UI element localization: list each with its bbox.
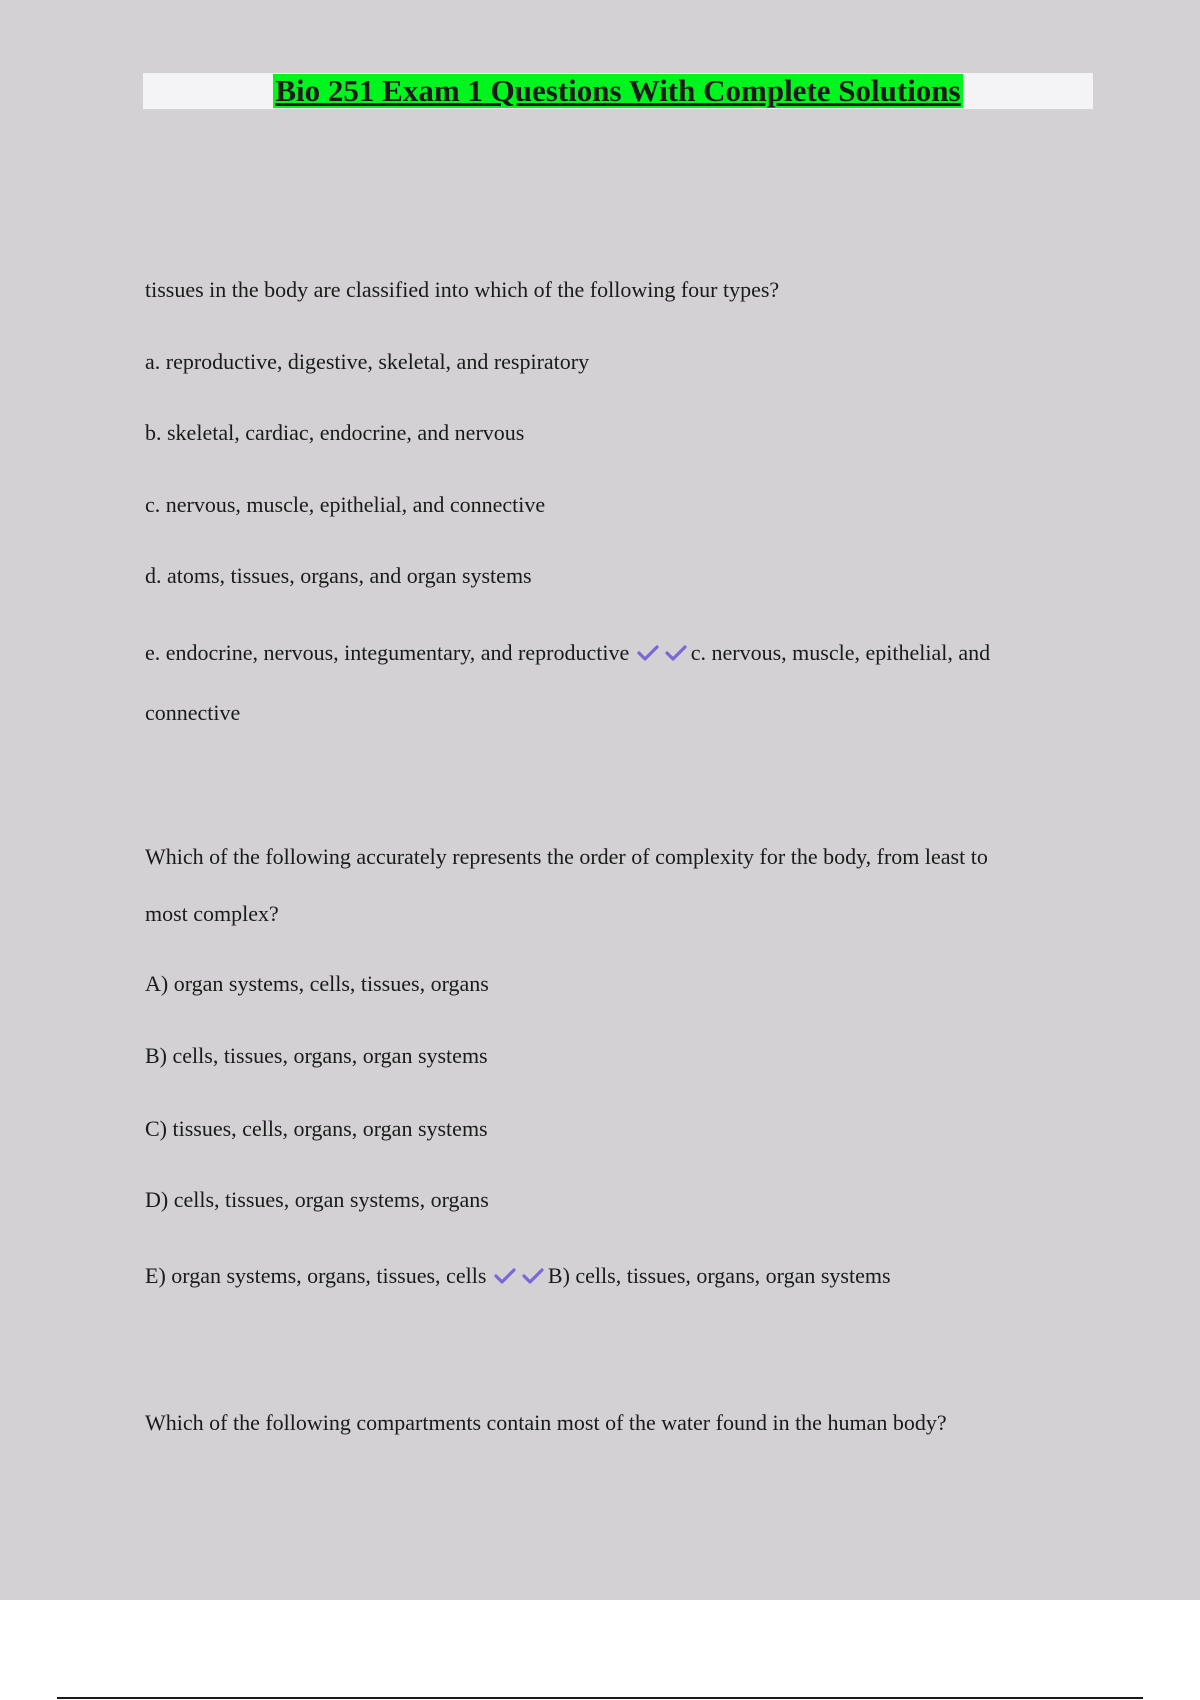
question-2-prompt: Which of the following accurately represents the order of complexity for the body, from least to bbox=[145, 844, 988, 869]
question-2-answer: B) cells, tissues, organs, organ systems bbox=[547, 1263, 891, 1288]
document-title: Bio 251 Exam 1 Questions With Complete Solutions bbox=[275, 73, 961, 108]
question-1-answer: c. nervous, muscle, epithelial, and bbox=[690, 640, 991, 665]
question-1-option-d: d. atoms, tissues, organs, and organ systems bbox=[145, 563, 532, 588]
question-1-option-e-row bbox=[145, 639, 990, 667]
question-3-prompt: Which of the following compartments contain most of the water found in the human body? bbox=[145, 1410, 947, 1435]
question-1-answer-continued: connective bbox=[145, 700, 241, 725]
question-2-option-e-row bbox=[145, 1262, 891, 1290]
check-icon bbox=[522, 1267, 544, 1285]
question-1-option-a: a. reproductive, digestive, skeletal, and respiratory bbox=[145, 349, 590, 374]
question-2-option-b: B) cells, tissues, organs, organ systems bbox=[145, 1043, 488, 1068]
question-2-option-e: E) organ systems, organs, tissues, cells bbox=[145, 1263, 487, 1288]
question-1-prompt: tissues in the body are classified into which of the following four types? bbox=[145, 277, 780, 302]
question-1-option-b: b. skeletal, cardiac, endocrine, and nervous bbox=[145, 420, 525, 445]
check-icon bbox=[494, 1267, 516, 1285]
title-bar bbox=[143, 73, 1093, 109]
question-2-option-d: D) cells, tissues, organ systems, organs bbox=[145, 1187, 489, 1212]
question-2-prompt-continued: most complex? bbox=[145, 901, 279, 926]
question-1-option-e: e. endocrine, nervous, integumentary, and reproductive bbox=[145, 640, 630, 665]
question-2-option-c: C) tissues, cells, organs, organ systems bbox=[145, 1116, 488, 1141]
footer-divider bbox=[57, 1697, 1143, 1699]
question-2-option-a: A) organ systems, cells, tissues, organs bbox=[145, 971, 489, 996]
check-icon bbox=[665, 644, 687, 662]
question-1-option-c: c. nervous, muscle, epithelial, and connective bbox=[145, 492, 546, 517]
check-icon bbox=[637, 644, 659, 662]
